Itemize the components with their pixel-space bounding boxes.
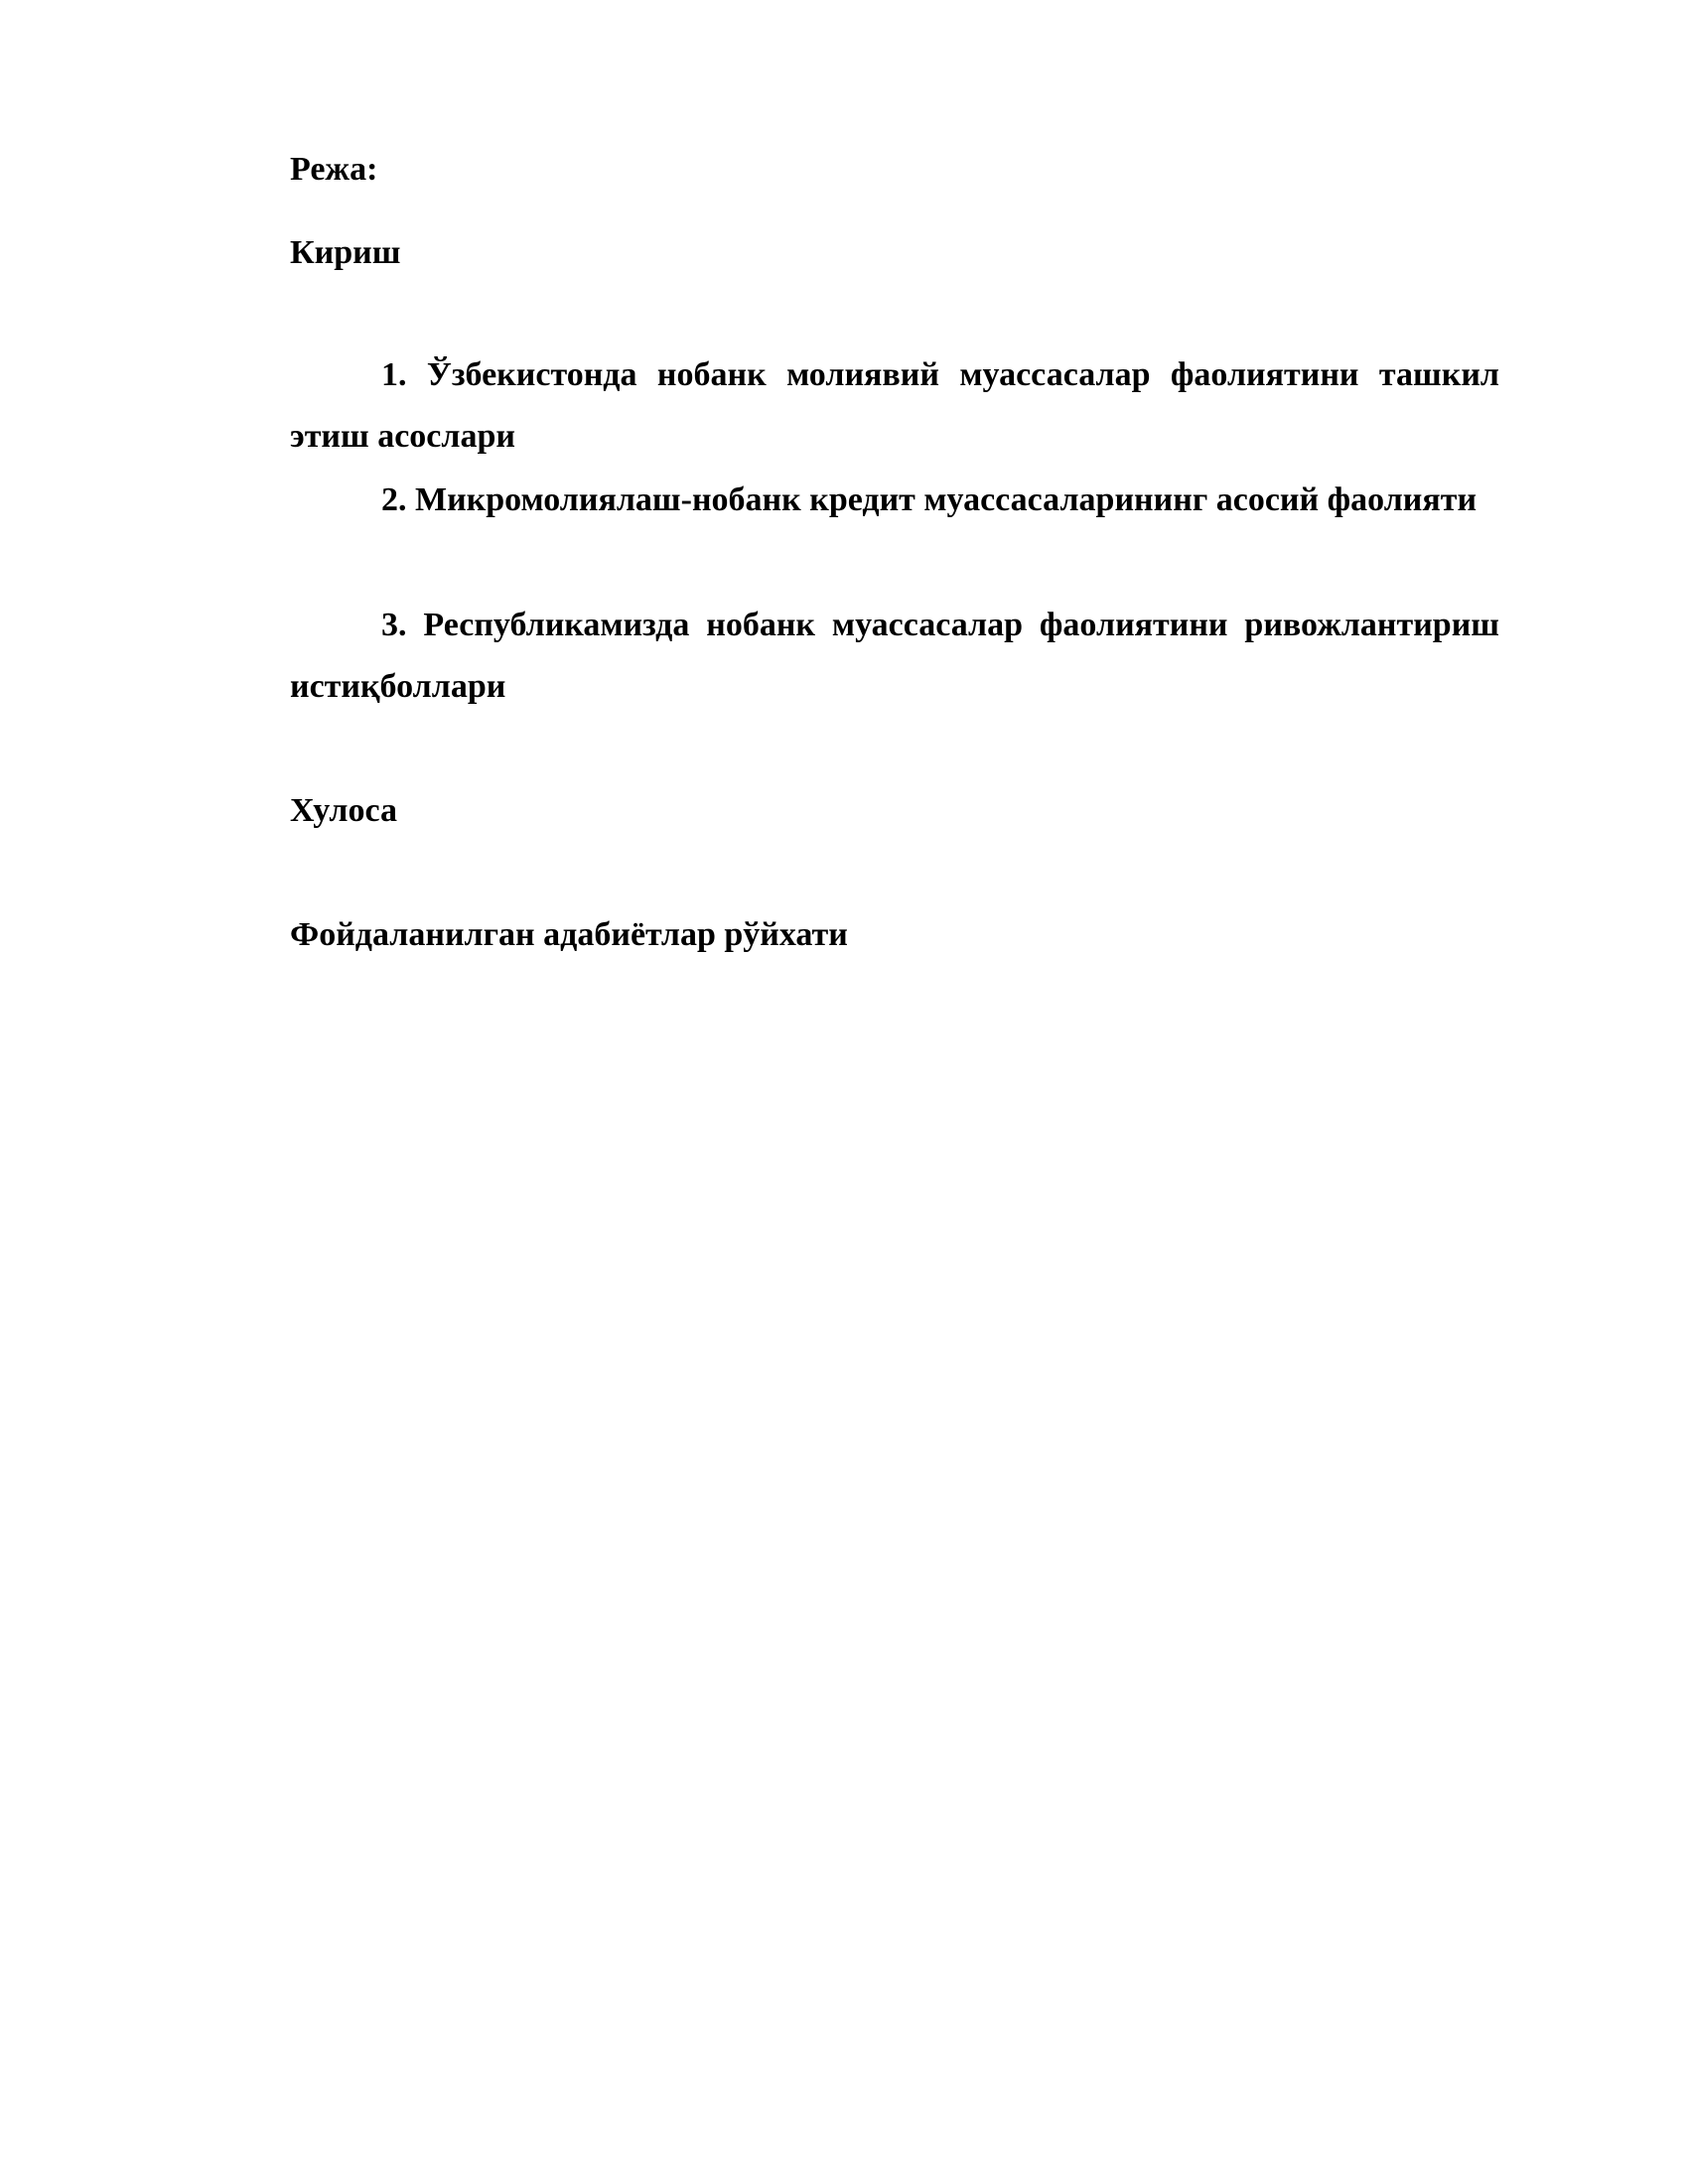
conclusion-heading: Хулоса [290, 792, 397, 829]
plan-item-text: Республикамизда нобанк муассасалар фаолиятини ривожлантириш истиқболлари [290, 607, 1500, 705]
plan-item-3 [290, 595, 1499, 718]
plan-item-text: Микромолиялаш-нобанк кредит муассасаларининг асосий фаолияти [415, 481, 1477, 518]
plan-title: Режа: [290, 151, 378, 188]
plan-item-2 [290, 470, 1499, 531]
plan-item-number: 3. [381, 607, 407, 643]
introduction-heading: Кириш [290, 234, 401, 271]
references-heading: Фойдаланилган адабиётлар рўйхати [290, 916, 848, 953]
plan-item-number: 1. [381, 356, 407, 393]
plan-item-text: Ўзбекистонда нобанк молиявий муассасалар фаолиятини ташкил этиш асослари [290, 356, 1499, 455]
plan-item-1 [290, 344, 1499, 468]
plan-item-number: 2. [381, 481, 407, 518]
